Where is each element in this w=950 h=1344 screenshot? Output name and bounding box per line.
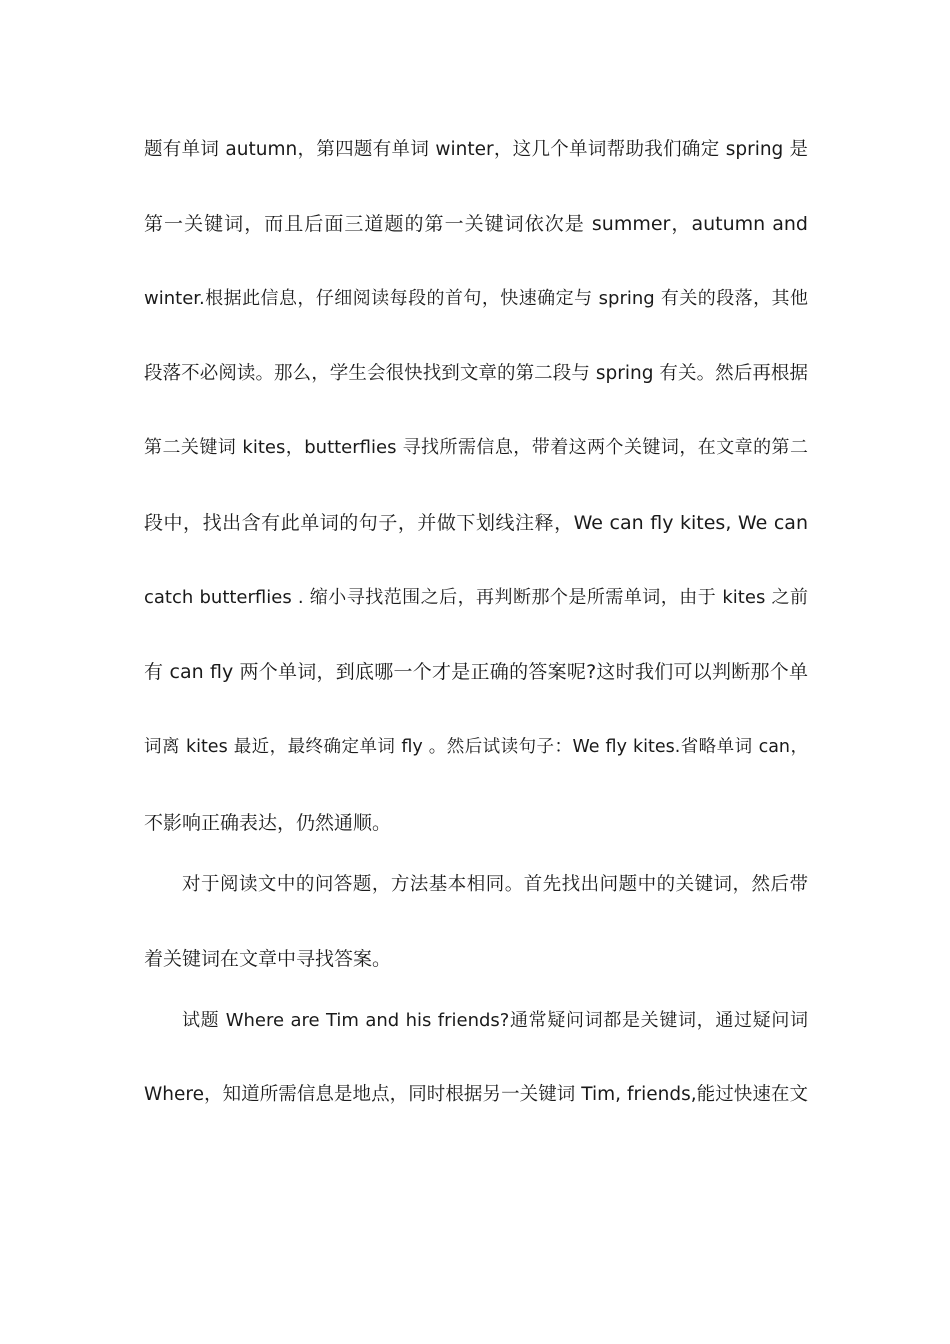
text-line: 着关键词在文章中寻找答案。	[144, 948, 392, 970]
text-line: 段落不必阅读。那么，学生会很快找到文章的第二段与 spring 有关。然后再根据	[144, 363, 808, 384]
text-line: 词离 kites 最近，最终确定单词 fly 。然后试读句子：We fly kites.省略单词 can，	[144, 737, 808, 757]
text-line: 有 can fly 两个单词，到底哪一个才是正确的答案呢?这时我们可以判断那个单	[144, 661, 808, 683]
text-line: 不影响正确表达，仍然通顺。	[144, 812, 392, 834]
text-line: Where，知道所需信息是地点，同时根据另一关键词 Tim, friends,能过快速在文	[144, 1084, 808, 1105]
text-line: 题有单词 autumn，第四题有单词 winter，这几个单词帮助我们确定 spring 是	[144, 139, 808, 160]
text-line: 第一关键词，而且后面三道题的第一关键词依次是 summer，autumn and	[144, 213, 808, 235]
text-line: 第二关键词 kites，butterflies 寻找所需信息，带着这两个关键词，在文章的第二	[144, 437, 808, 458]
paragraph-first-line: 对于阅读文中的问答题，方法基本相同。首先找出问题中的关键词，然后带	[182, 874, 808, 895]
paragraph-first-line: 试题 Where are Tim and his friends?通常疑问词都是关键词，通过疑问词	[182, 1010, 808, 1031]
text-line: catch butterflies . 缩小寻找范围之后，再判断那个是所需单词，由于 kites 之前	[144, 587, 808, 608]
text-line: winter.根据此信息，仔细阅读每段的首句，快速确定与 spring 有关的段落，其他	[144, 288, 808, 309]
text-line: 段中，找出含有此单词的句子，并做下划线注释，We can fly kites, We can	[144, 512, 808, 534]
